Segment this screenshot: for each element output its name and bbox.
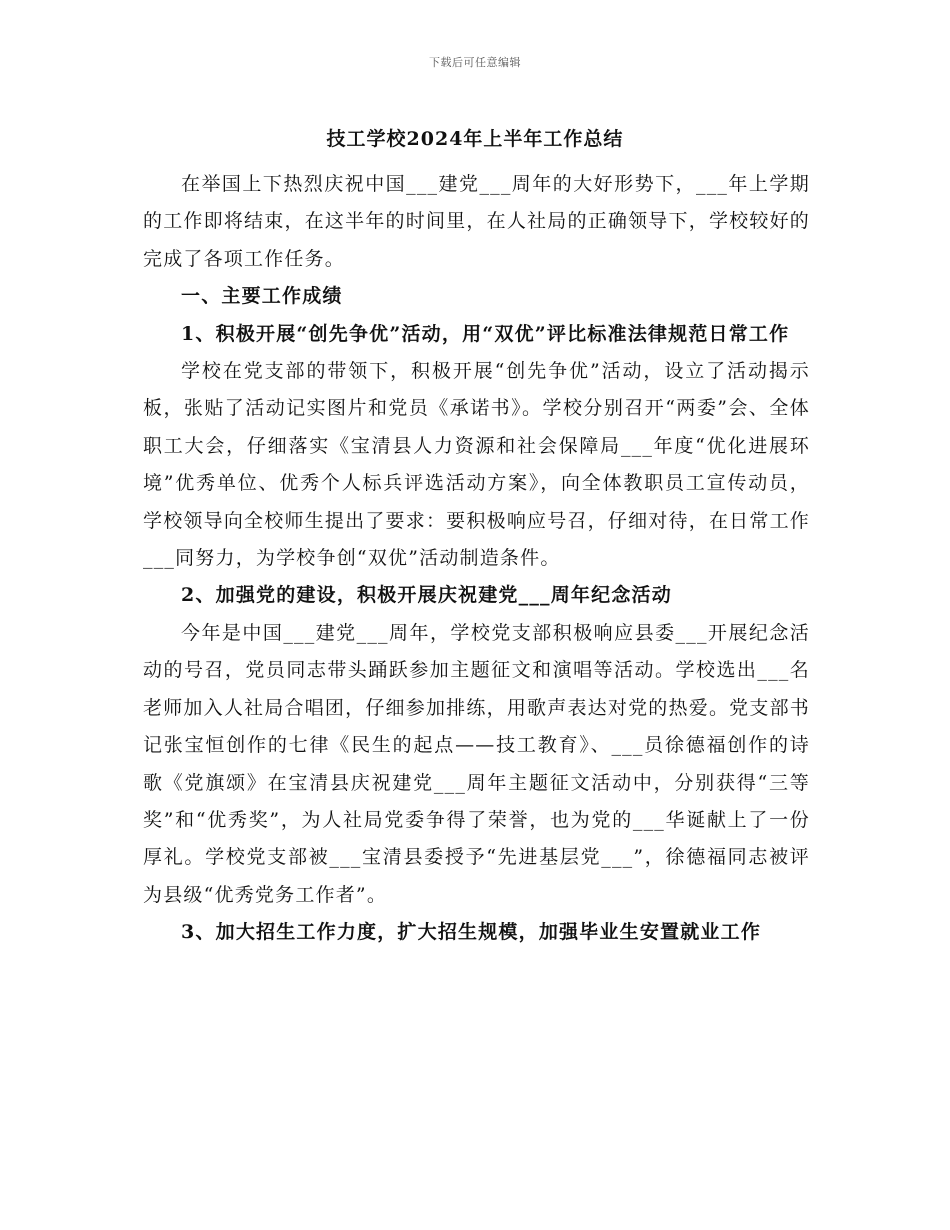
- paragraph-2: 今年是中国___建党___周年，学校党支部积极响应县委___开展纪念活动的号召，党员同志带头踊跃参加主题征文和演唱等活动。学校选出___名老师加入人社局合唱团，仔细参加排练，用歌声表达对党的热爱。党支部书记张宝恒创作的七律《民生的起点——技工教育》、___员徐德福创作的诗歌《党旗颂》在宝清县庆祝建党___周年主题征文活动中，分别获得“三等奖”和“优秀奖”，为人社局党委争得了荣誉，也为党的___华诞献上了一份厚礼。学校党支部被___宝清县委授予“先进基层党___”，徐德福同志被评为县级“优秀党务工作者”。: [143, 621, 810, 906]
- paragraph-1: 学校在党支部的带领下，积极开展“创先争优”活动，设立了活动揭示板，张贴了活动记实图片和党员《承诺书》。学校分别召开“两委”会、全体职工大会，仔细落实《宝清县人力资源和社会保障局___年度“优化进展环境”优秀单位、优秀个人标兵评选活动方案》，向全体教职员工宣传动员，学校领导向全校师生提出了要求：要积极响应号召，仔细对待，在日常工作___同努力，为学校争创“双优”活动制造条件。: [143, 360, 810, 570]
- subheading-3: 3、加大招生工作力度，扩大招生规模，加强毕业生安置就业工作: [181, 921, 762, 944]
- document-body: [143, 166, 810, 952]
- document-title: 技工学校2024年上半年工作总结: [326, 128, 624, 150]
- subheading-1: 1、积极开展“创先争优”活动，用“双优”评比标准法律规范日常工作: [181, 322, 790, 345]
- subheading-2: 2、加强党的建设，积极开展庆祝建党___周年纪念活动: [181, 584, 672, 607]
- header-note: 下载后可任意编辑: [429, 56, 521, 69]
- section-heading-main-achievements: 一、主要工作成绩: [181, 285, 343, 308]
- intro-paragraph: 在举国上下热烈庆祝中国___建党___周年的大好形势下，___年上学期的工作即将结束，在这半年的时间里，在人社局的正确领导下，学校较好的完成了各项工作任务。: [143, 173, 810, 270]
